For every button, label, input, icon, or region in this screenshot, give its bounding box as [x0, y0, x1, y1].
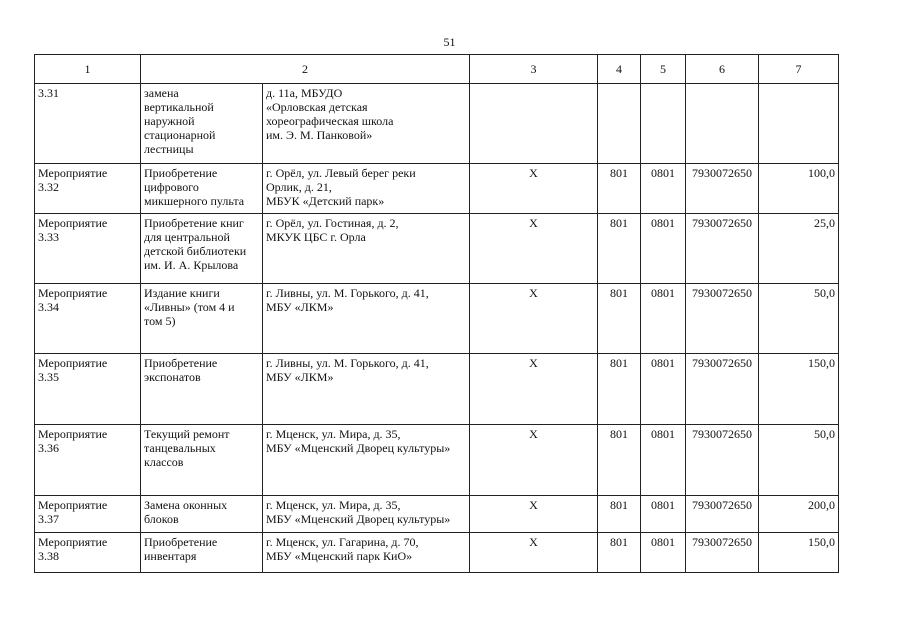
measure-name: Текущий ремонт танцевальных классов — [144, 427, 230, 469]
table-row — [35, 354, 839, 425]
measure-id: Мероприятие 3.36 — [38, 427, 108, 455]
header-col-1: 1 — [35, 55, 141, 84]
measure-address: г. Мценск, ул. Мира, д. 35, МБУ «Мценский Дворец культуры» — [266, 498, 451, 526]
measure-id-cell — [35, 84, 141, 164]
amount-cell: 100,0 — [759, 164, 839, 214]
col4-cell: 801 — [598, 496, 641, 533]
measure-name-cell — [141, 354, 263, 425]
measure-name: Приобретение инвентаря — [144, 535, 218, 563]
measure-id-cell — [35, 533, 141, 573]
measure-address-cell — [263, 84, 470, 164]
measure-name-cell — [141, 164, 263, 214]
col3-cell: X — [470, 496, 598, 533]
measure-name-cell — [141, 425, 263, 496]
measure-name: Замена оконных блоков — [144, 498, 228, 526]
amount-cell: 150,0 — [759, 354, 839, 425]
measure-id: Мероприятие 3.38 — [38, 535, 108, 563]
table-row — [35, 425, 839, 496]
measure-id-cell — [35, 284, 141, 354]
col6-cell — [686, 84, 759, 164]
measure-id-cell — [35, 164, 141, 214]
measure-address: г. Мценск, ул. Гагарина, д. 70, МБУ «Мценский парк КиО» — [266, 535, 419, 563]
measure-name: Приобретение экспонатов — [144, 356, 218, 384]
measure-name-cell — [141, 284, 263, 354]
col3-cell: X — [470, 164, 598, 214]
header-col-7: 7 — [759, 55, 839, 84]
amount-cell: 25,0 — [759, 214, 839, 284]
measure-address: д. 11а, МБУДО «Орловская детская хореографическая школа им. Э. М. Панковой» — [266, 86, 394, 142]
measure-address-cell — [263, 354, 470, 425]
measure-address-cell — [263, 164, 470, 214]
measure-name: Приобретение книг для центральной детской библиотеки им. И. А. Крылова — [144, 216, 247, 272]
col5-cell: 0801 — [641, 533, 686, 573]
measure-name-cell — [141, 496, 263, 533]
header-col-6: 6 — [686, 55, 759, 84]
col4-cell — [598, 84, 641, 164]
measure-id-cell — [35, 354, 141, 425]
amount-cell — [759, 84, 839, 164]
col4-cell: 801 — [598, 354, 641, 425]
amount-cell: 200,0 — [759, 496, 839, 533]
measure-id: Мероприятие 3.32 — [38, 166, 108, 194]
measure-name: замена вертикальной наружной стационарной лестницы — [144, 86, 216, 156]
measure-name: Издание книги «Ливны» (том 4 и том 5) — [144, 286, 235, 328]
measure-id: Мероприятие 3.37 — [38, 498, 108, 526]
col6-cell: 7930072650 — [686, 164, 759, 214]
table-row — [35, 214, 839, 284]
amount-cell: 150,0 — [759, 533, 839, 573]
measure-id-cell — [35, 425, 141, 496]
header-col-5: 5 — [641, 55, 686, 84]
measure-address: г. Ливны, ул. М. Горького, д. 41, МБУ «ЛКМ» — [266, 356, 429, 384]
table-row — [35, 533, 839, 573]
measure-name-cell — [141, 533, 263, 573]
measure-id-cell — [35, 214, 141, 284]
col3-cell: X — [470, 354, 598, 425]
col5-cell: 0801 — [641, 496, 686, 533]
col3-cell — [470, 84, 598, 164]
col6-cell: 7930072650 — [686, 496, 759, 533]
measure-address: г. Орёл, ул. Левый берег реки Орлик, д. 21, МБУК «Детский парк» — [266, 166, 416, 208]
col4-cell: 801 — [598, 164, 641, 214]
measure-id: Мероприятие 3.34 — [38, 286, 108, 314]
col4-cell: 801 — [598, 214, 641, 284]
col3-cell: X — [470, 214, 598, 284]
page-number: 51 — [443, 35, 456, 49]
header-col-3: 3 — [470, 55, 598, 84]
table-row — [35, 84, 839, 164]
header-col-4: 4 — [598, 55, 641, 84]
col6-cell: 7930072650 — [686, 533, 759, 573]
col5-cell: 0801 — [641, 214, 686, 284]
col5-cell: 0801 — [641, 425, 686, 496]
col6-cell: 7930072650 — [686, 354, 759, 425]
col4-cell: 801 — [598, 533, 641, 573]
amount-cell: 50,0 — [759, 284, 839, 354]
col4-cell: 801 — [598, 284, 641, 354]
col5-cell: 0801 — [641, 354, 686, 425]
col5-cell: 0801 — [641, 284, 686, 354]
table-row — [35, 496, 839, 533]
measure-name-cell — [141, 214, 263, 284]
measure-id-cell — [35, 496, 141, 533]
header-col-2: 2 — [141, 55, 470, 84]
col6-cell: 7930072650 — [686, 214, 759, 284]
col3-cell: X — [470, 425, 598, 496]
measure-address-cell — [263, 496, 470, 533]
measure-name: Приобретение цифрового микшерного пульта — [144, 166, 245, 208]
col3-cell: X — [470, 284, 598, 354]
col3-cell: X — [470, 533, 598, 573]
measure-id: Мероприятие 3.35 — [38, 356, 108, 384]
table-header-row — [35, 55, 839, 84]
col5-cell: 0801 — [641, 164, 686, 214]
col6-cell: 7930072650 — [686, 425, 759, 496]
measure-id: 3.31 — [38, 86, 59, 100]
measure-address: г. Мценск, ул. Мира, д. 35, МБУ «Мценский Дворец культуры» — [266, 427, 451, 455]
measure-name-cell — [141, 84, 263, 164]
col6-cell: 7930072650 — [686, 284, 759, 354]
measure-address-cell — [263, 533, 470, 573]
measure-address-cell — [263, 425, 470, 496]
measure-address: г. Ливны, ул. М. Горького, д. 41, МБУ «ЛКМ» — [266, 286, 429, 314]
col4-cell: 801 — [598, 425, 641, 496]
table-row — [35, 284, 839, 354]
measure-id: Мероприятие 3.33 — [38, 216, 108, 244]
col5-cell — [641, 84, 686, 164]
measure-address-cell — [263, 214, 470, 284]
amount-cell: 50,0 — [759, 425, 839, 496]
measure-address: г. Орёл, ул. Гостиная, д. 2, МКУК ЦБС г. Орла — [266, 216, 399, 244]
measures-table — [34, 54, 839, 573]
measure-address-cell — [263, 284, 470, 354]
table-row — [35, 164, 839, 214]
